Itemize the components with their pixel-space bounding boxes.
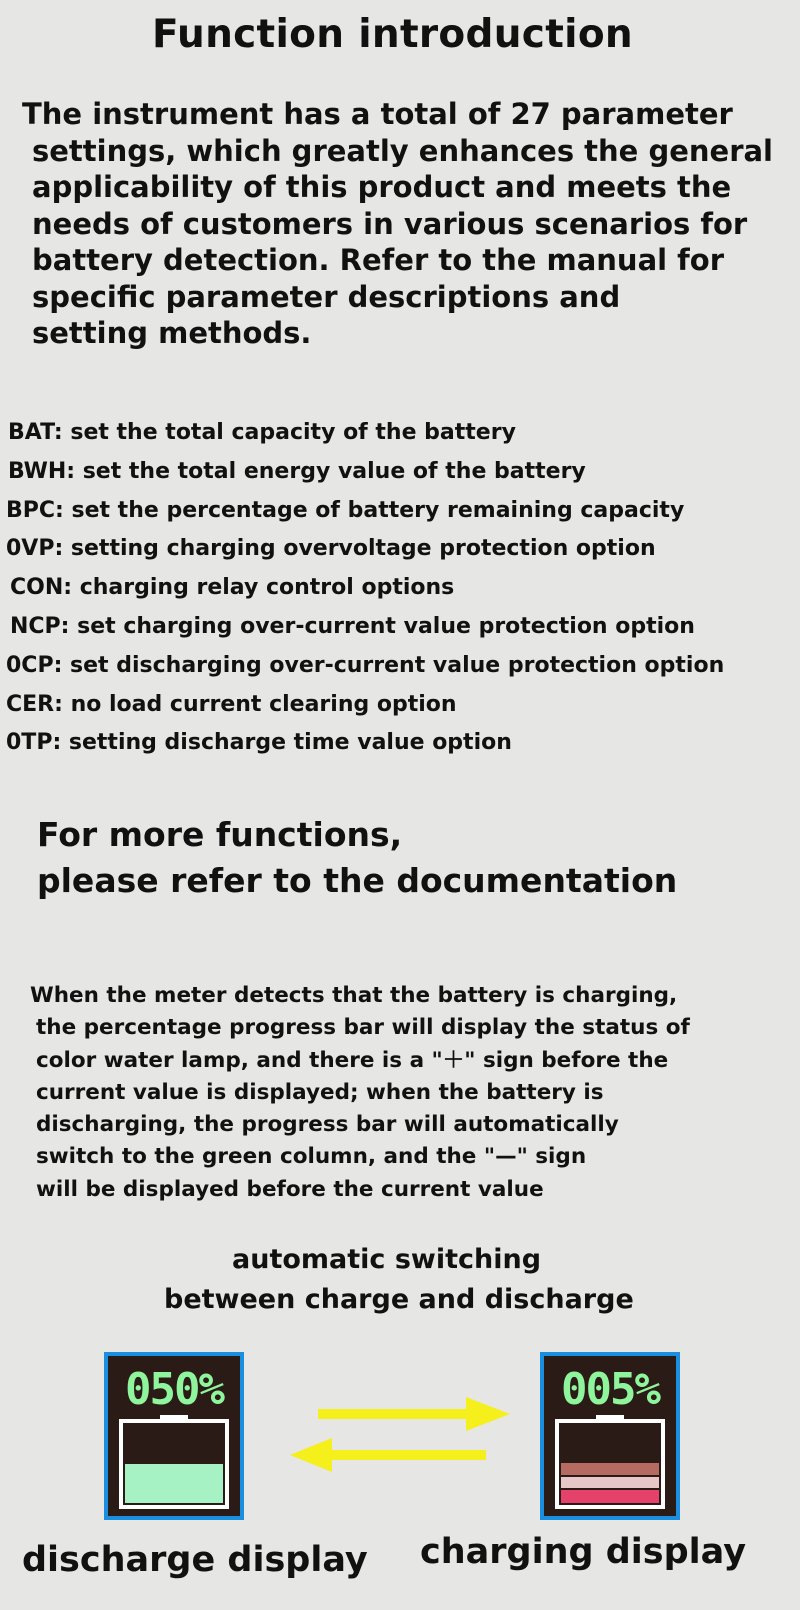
- intro-line: The instrument has a total of 27 parameter: [22, 97, 733, 131]
- parameter-item: 0TP: setting discharge time value option: [6, 730, 512, 756]
- intro-line: specific parameter descriptions and: [32, 279, 621, 314]
- parameter-item: BWH: set the total energy value of the battery: [8, 458, 586, 484]
- description-line: color water lamp, and there is a "＋" sign before the: [36, 1047, 669, 1073]
- parameter-item: CER: no load current clearing option: [6, 691, 457, 717]
- charging-stripe: [561, 1463, 659, 1475]
- intro-line: needs of customers in various scenarios for: [32, 206, 748, 241]
- charge-discharge-description: [30, 980, 790, 1206]
- switching-line: automatic switching: [232, 1244, 542, 1275]
- arrow-right-icon: [318, 1397, 510, 1431]
- charging-stripe: [561, 1477, 659, 1488]
- charging-display-screen: [540, 1352, 680, 1520]
- discharge-percent-readout: 050%: [125, 1364, 223, 1415]
- description-line: switch to the green column, and the "—" sign: [36, 1144, 587, 1170]
- discharge-level-bar: [125, 1464, 223, 1503]
- more-functions-line: please refer to the documentation: [37, 861, 678, 900]
- intro-line: settings, which greatly enhances the general: [32, 133, 774, 168]
- more-functions-line: For more functions,: [37, 815, 403, 854]
- intro-paragraph: [22, 96, 792, 352]
- intro-line: battery detection. Refer to the manual for: [32, 243, 725, 277]
- parameter-item: 0CP: set discharging over-current value protection option: [6, 652, 725, 678]
- charging-display-label: charging display: [420, 1532, 747, 1572]
- discharge-display-label: discharge display: [22, 1540, 368, 1580]
- parameter-list: [6, 416, 796, 765]
- parameter-item: NCP: set charging over-current value protection option: [10, 613, 695, 639]
- more-functions-heading: [37, 812, 797, 904]
- description-line: current value is displayed; when the battery is: [36, 1079, 604, 1105]
- parameter-item: BAT: set the total capacity of the battery: [8, 420, 516, 445]
- parameter-item: BPC: set the percentage of battery remaining capacity: [6, 497, 685, 523]
- parameter-item: CON: charging relay control options: [10, 575, 455, 601]
- arrow-left-icon: [290, 1438, 486, 1472]
- switch-arrows: [286, 1394, 512, 1476]
- intro-line: applicability of this product and meets the: [32, 170, 732, 204]
- description-line: the percentage progress bar will display the status of: [36, 1015, 690, 1041]
- discharge-battery-icon: [108, 1356, 240, 1516]
- switching-heading: [0, 1240, 800, 1320]
- discharge-display-screen: [104, 1352, 244, 1520]
- page-title: Function introduction: [152, 12, 633, 57]
- charging-battery-icon: [544, 1356, 676, 1516]
- intro-line: setting methods.: [32, 316, 312, 350]
- parameter-item: 0VP: setting charging overvoltage protection option: [6, 536, 656, 562]
- charging-stripe: [561, 1490, 659, 1503]
- switching-line: between charge and discharge: [164, 1284, 634, 1315]
- description-line: When the meter detects that the battery is charging,: [30, 983, 678, 1008]
- description-line: will be displayed before the current value: [36, 1176, 544, 1202]
- charging-percent-readout: 005%: [561, 1364, 659, 1415]
- description-line: discharging, the progress bar will automatically: [36, 1112, 619, 1138]
